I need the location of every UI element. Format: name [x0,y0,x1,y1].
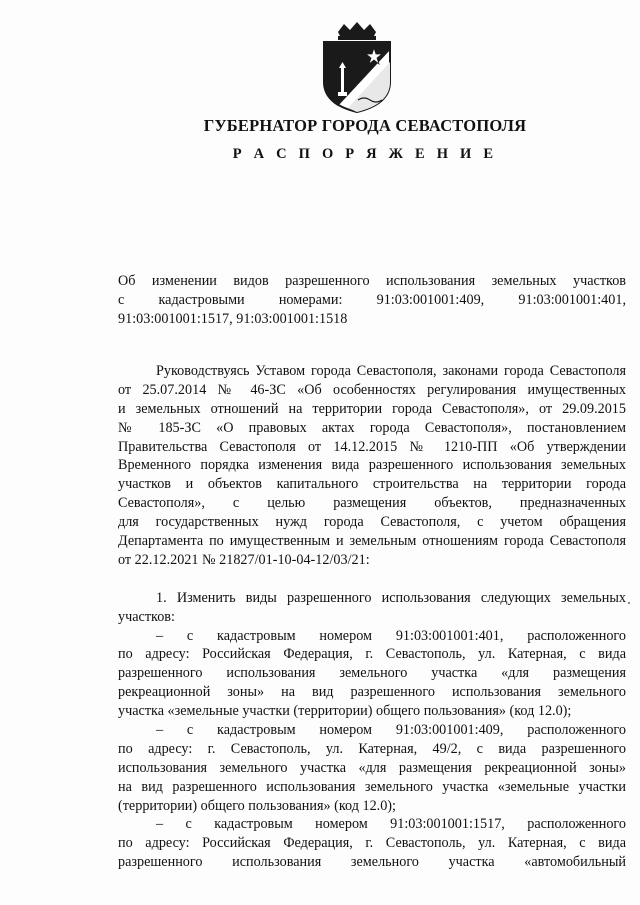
item-line: по адресу: Российская Федерация, г. Севастополь, ул. Катерная, с вида [118,646,626,663]
item-line: по адресу: Российская Федерация, г. Севастополь, ул. Катерная, с вида [118,835,626,852]
preamble-line: № 185-ЗС «О правовых актах города Севастополя», постановлением [118,419,626,436]
preamble-line: участков и объектов капитального строительства на территории города [118,476,626,493]
item-line: участков: [118,608,175,625]
scan-speck [628,602,630,604]
paragraph-gap [118,570,626,589]
issuing-authority: ГУБЕРНАТОР ГОРОДА СЕВАСТОПОЛЯ [203,116,527,135]
item-line: (территории) общего пользования» (код 12.0); [118,797,396,814]
item-line: – с кадастровым номером 91:03:001001:409, расположенного [156,722,626,739]
preamble-line: Руководствуясь Уставом города Севастополя, законами города Севастополя [156,363,626,379]
item-line: использования земельного участка «для размещения рекреационной зоны» [118,759,626,776]
subject-line: 91:03:001001:1517, 91:03:001001:1518 [118,311,348,327]
document-type-title: Р А С П О Р Я Ж Е Н И Е [232,146,498,162]
subject-line: Об изменении видов разрешенного использования земельных участков [118,273,626,289]
item-line: – с кадастровым номером 91:03:001001:401, расположенного [156,627,626,644]
sevastopol-coat-of-arms-icon [318,22,396,114]
document-subject [118,272,626,329]
preamble-line: Департамента по имущественным и земельным отношениям города Севастополя [118,533,626,550]
item-line: по адресу: г. Севастополь, ул. Катерная, 49/2, с вида разрешенного [118,740,626,757]
item-line: на вид разрешенного использования земельного участка «земельные участки [118,778,626,795]
preamble-line: от 22.12.2021 № 21827/01-10-04-12/03/21: [118,551,370,568]
preamble-line: Севастополя», с целью размещения объектов, предназначенных [118,495,626,512]
preamble-line: для государственных нужд города Севастополя, с учетом обращения [118,514,626,531]
item-line: – с кадастровым номером 91:03:001001:1517, расположенного [156,816,626,833]
item-line: рекреационной зоны» на вид разрешенного использования земельного [118,684,626,701]
subject-line: с кадастровыми номерами: 91:03:001001:409, 91:03:001001:401, [118,292,626,308]
preamble-line: Правительства Севастополя от 14.12.2015 № 1210-ПП «Об утверждении [118,438,626,455]
item-line: разрешенного использования земельного участка «для размещения [118,665,626,682]
item-line: разрешенного использования земельного участка «автомобильный [118,854,626,871]
preamble-line: Временного порядка изменения вида разрешенного использования земельных [118,457,626,474]
preamble-line: от 25.07.2014 № 46-ЗС «Об особенностях регулирования имущественных [118,381,626,398]
preamble-line: и земельных отношений на территории города Севастополя», от 29.09.2015 [118,400,626,417]
item-line: участка «земельные участки (территории) общего пользования» (код 12.0); [118,703,572,720]
document-body [118,362,626,872]
item-line: 1. Изменить виды разрешенного использования следующих земельных [156,589,626,606]
